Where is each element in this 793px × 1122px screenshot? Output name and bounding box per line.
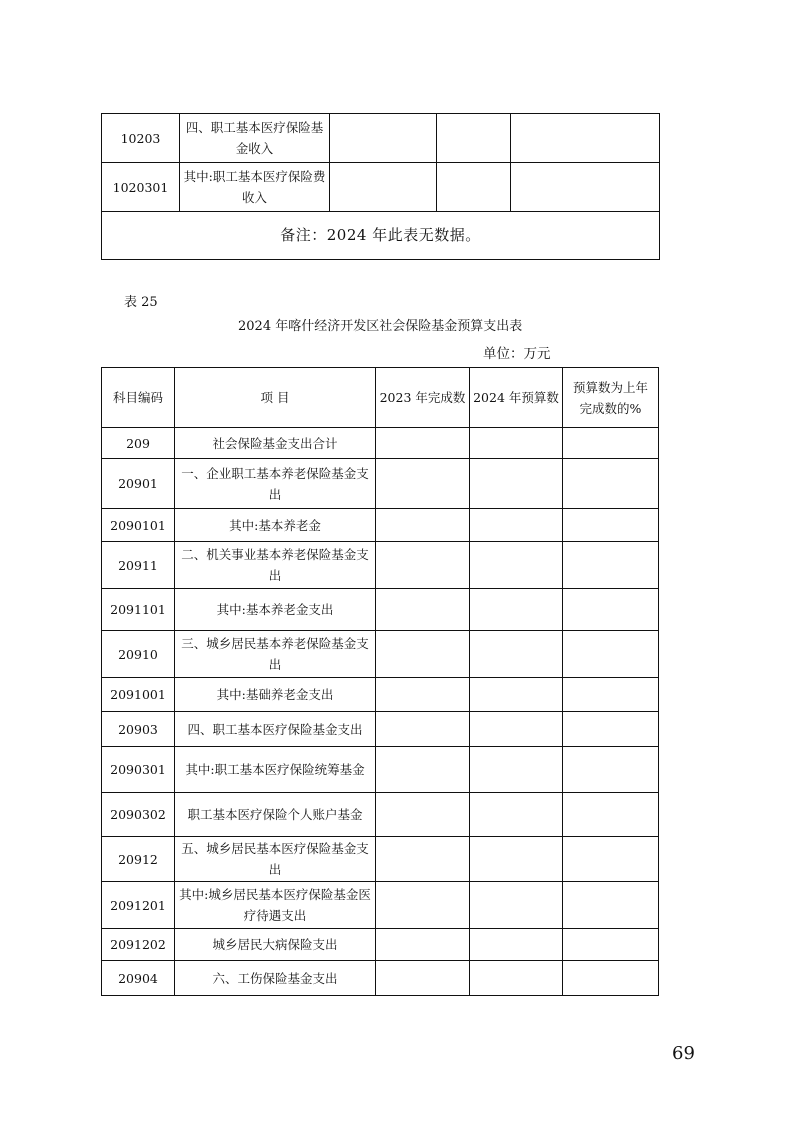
code-cell: 2091001	[102, 678, 175, 712]
empty-cell	[563, 459, 659, 509]
item-cell: 四、职工基本医疗保险基金收入	[180, 114, 330, 163]
column-header-2023: 2023 年完成数	[376, 368, 470, 428]
table-row	[102, 114, 660, 163]
code-cell: 2091101	[102, 589, 175, 631]
code-cell: 1020301	[102, 163, 180, 212]
empty-cell	[376, 882, 470, 929]
empty-cell	[470, 747, 563, 793]
code-cell: 2091202	[102, 929, 175, 961]
empty-cell	[470, 837, 563, 882]
note-cell: 备注：2024 年此表无数据。	[102, 212, 660, 260]
empty-cell	[330, 114, 437, 163]
empty-cell	[470, 961, 563, 996]
item-cell: 一、企业职工基本养老保险基金支出	[175, 459, 376, 509]
empty-cell	[376, 837, 470, 882]
empty-cell	[470, 631, 563, 678]
empty-cell	[376, 747, 470, 793]
code-cell: 20910	[102, 631, 175, 678]
empty-cell	[511, 163, 660, 212]
code-cell: 2091201	[102, 882, 175, 929]
empty-cell	[470, 459, 563, 509]
item-cell: 城乡居民大病保险支出	[175, 929, 376, 961]
empty-cell	[470, 428, 563, 459]
item-cell: 四、职工基本医疗保险基金支出	[175, 712, 376, 747]
code-cell: 209	[102, 428, 175, 459]
column-header-ratio: 预算数为上年完成数的%	[563, 368, 659, 428]
item-cell: 其中:基本养老金支出	[175, 589, 376, 631]
page-number: 69	[672, 1043, 695, 1064]
header-row	[102, 368, 659, 428]
table-row	[102, 961, 659, 996]
empty-cell	[563, 961, 659, 996]
empty-cell	[376, 929, 470, 961]
table-row	[102, 509, 659, 542]
empty-cell	[563, 793, 659, 837]
table-row	[102, 882, 659, 929]
code-cell: 10203	[102, 114, 180, 163]
table-title: 2024 年喀什经济开发区社会保险基金预算支出表	[238, 319, 523, 334]
item-cell: 其中:基本养老金	[175, 509, 376, 542]
empty-cell	[470, 678, 563, 712]
main-table-body	[102, 428, 659, 996]
table-row	[102, 712, 659, 747]
empty-cell	[470, 712, 563, 747]
item-cell: 社会保险基金支出合计	[175, 428, 376, 459]
empty-cell	[470, 882, 563, 929]
item-cell: 其中:职工基本医疗保险费收入	[180, 163, 330, 212]
column-header-item: 项 目	[175, 368, 376, 428]
code-cell: 2090101	[102, 509, 175, 542]
empty-cell	[563, 428, 659, 459]
empty-cell	[563, 837, 659, 882]
empty-cell	[330, 163, 437, 212]
empty-cell	[376, 961, 470, 996]
empty-cell	[470, 509, 563, 542]
empty-cell	[376, 712, 470, 747]
code-cell: 20903	[102, 712, 175, 747]
top-table	[101, 113, 660, 260]
table-row	[102, 631, 659, 678]
table-row	[102, 163, 660, 212]
empty-cell	[376, 459, 470, 509]
code-cell: 20912	[102, 837, 175, 882]
empty-cell	[563, 882, 659, 929]
table-row	[102, 793, 659, 837]
table-unit: 单位：万元	[483, 346, 551, 362]
item-cell: 五、城乡居民基本医疗保险基金支出	[175, 837, 376, 882]
empty-cell	[376, 631, 470, 678]
empty-cell	[470, 542, 563, 589]
code-cell: 20904	[102, 961, 175, 996]
empty-cell	[470, 929, 563, 961]
empty-cell	[563, 678, 659, 712]
empty-cell	[376, 509, 470, 542]
code-cell: 2090302	[102, 793, 175, 837]
item-cell: 三、城乡居民基本养老保险基金支出	[175, 631, 376, 678]
item-cell: 其中:基础养老金支出	[175, 678, 376, 712]
item-cell: 其中:城乡居民基本医疗保险基金医疗待遇支出	[175, 882, 376, 929]
empty-cell	[376, 589, 470, 631]
empty-cell	[563, 929, 659, 961]
item-cell: 职工基本医疗保险个人账户基金	[175, 793, 376, 837]
empty-cell	[563, 589, 659, 631]
empty-cell	[563, 542, 659, 589]
table-row	[102, 747, 659, 793]
note-row	[102, 212, 660, 260]
empty-cell	[563, 712, 659, 747]
table-row	[102, 929, 659, 961]
table-row	[102, 542, 659, 589]
empty-cell	[376, 793, 470, 837]
code-cell: 20901	[102, 459, 175, 509]
empty-cell	[376, 428, 470, 459]
main-table	[101, 367, 659, 996]
item-cell: 其中:职工基本医疗保险统筹基金	[175, 747, 376, 793]
table-row	[102, 589, 659, 631]
empty-cell	[563, 747, 659, 793]
column-header-2024: 2024 年预算数	[470, 368, 563, 428]
empty-cell	[437, 114, 511, 163]
column-header-code: 科目编码	[102, 368, 175, 428]
empty-cell	[376, 542, 470, 589]
empty-cell	[563, 509, 659, 542]
item-cell: 二、机关事业基本养老保险基金支出	[175, 542, 376, 589]
empty-cell	[470, 589, 563, 631]
table-row	[102, 459, 659, 509]
table-row	[102, 428, 659, 459]
code-cell: 20911	[102, 542, 175, 589]
empty-cell	[437, 163, 511, 212]
code-cell: 2090301	[102, 747, 175, 793]
table-row	[102, 678, 659, 712]
table-row	[102, 837, 659, 882]
empty-cell	[511, 114, 660, 163]
table-label: 表 25	[124, 295, 158, 310]
empty-cell	[470, 793, 563, 837]
item-cell: 六、工伤保险基金支出	[175, 961, 376, 996]
empty-cell	[376, 678, 470, 712]
empty-cell	[563, 631, 659, 678]
